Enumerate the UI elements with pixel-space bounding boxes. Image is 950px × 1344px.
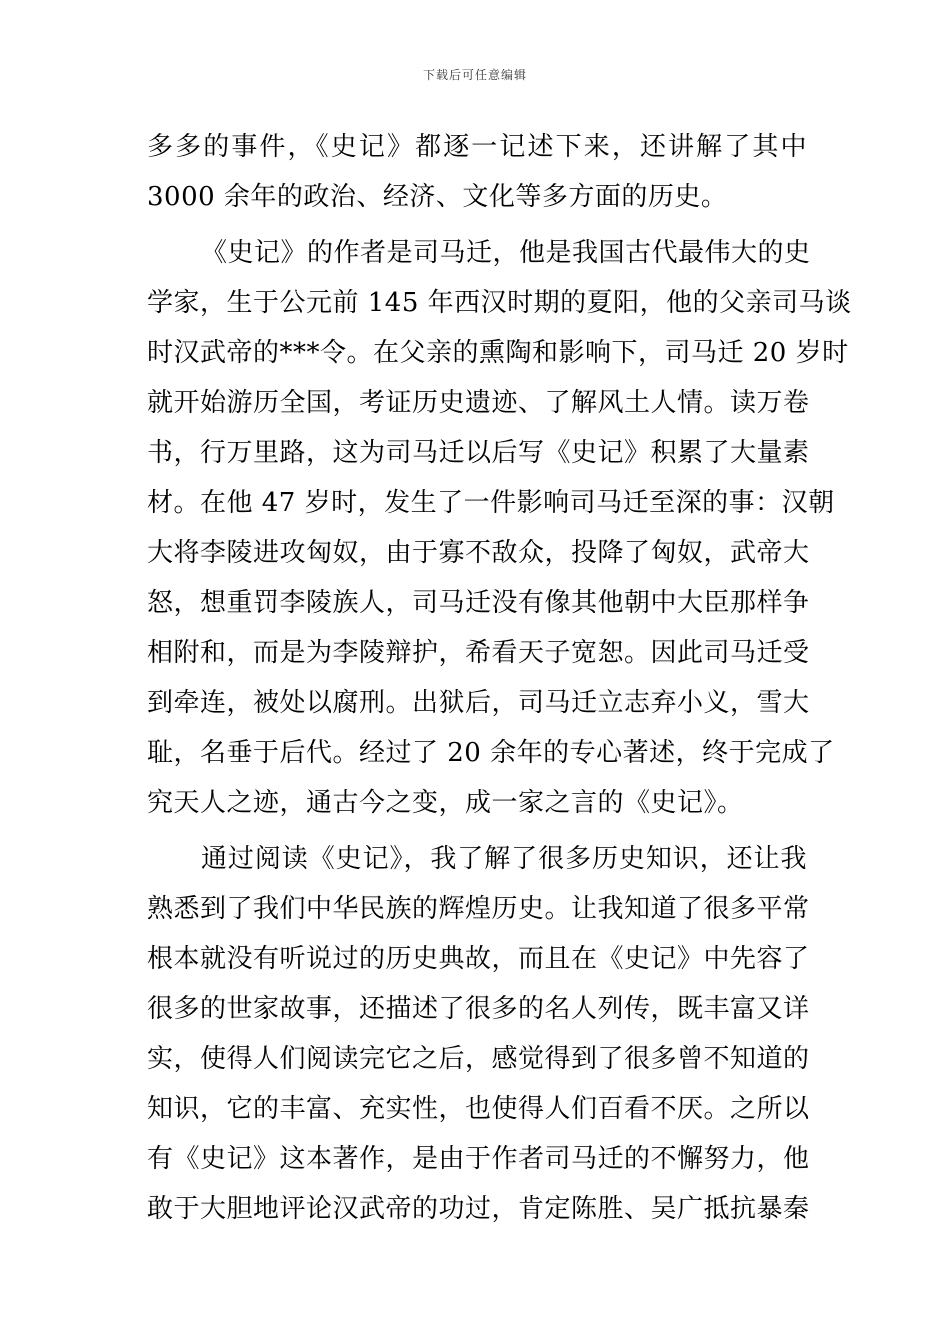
text-line: 相附和，而是为李陵辩护，希看天子宽恕。因此司马迁受 bbox=[147, 638, 810, 668]
text-line: 《史记》的作者是司马迁，他是我国古代最伟大的史 bbox=[201, 238, 811, 268]
text-line: 实，使得人们阅读完它之后，感觉得到了很多曾不知道的 bbox=[147, 1044, 810, 1074]
text-line: 就开始游历全国，考证历史遗迹、了解风土人情。读万卷 bbox=[147, 388, 810, 418]
text-line: 3000 余年的政治、经济、文化等多方面的历史。 bbox=[147, 182, 728, 212]
text-line: 知识，它的丰富、充实性，也使得人们百看不厌。之所以 bbox=[147, 1094, 810, 1124]
text-line: 有《史记》这本著作，是由于作者司马迁的不懈努力，他 bbox=[147, 1144, 810, 1174]
paragraph-1 bbox=[147, 122, 807, 222]
text-line: 熟悉到了我们中华民族的辉煌历史。让我知道了很多平常 bbox=[147, 894, 810, 924]
text-line: 学家，生于公元前 145 年西汉时期的夏阳，他的父亲司马谈 bbox=[147, 288, 852, 318]
text-line: 书，行万里路，这为司马迁以后写《史记》积累了大量素 bbox=[147, 438, 810, 468]
text-line: 很多的世家故事，还描述了很多的名人列传，既丰富又详 bbox=[147, 994, 810, 1024]
text-line: 到牵连，被处以腐刑。出狱后，司马迁立志弃小义，雪大 bbox=[147, 688, 810, 718]
page-header: 下载后可任意编辑 bbox=[422, 68, 527, 82]
text-line: 通过阅读《史记》，我了解了很多历史知识，还让我 bbox=[201, 844, 807, 874]
text-line: 敢于大胆地评论汉武帝的功过，肯定陈胜、吴广抵抗暴秦 bbox=[147, 1194, 810, 1224]
text-line: 怒，想重罚李陵族人，司马迁没有像其他朝中大臣那样争 bbox=[147, 588, 810, 618]
text-line: 耻，名垂于后代。经过了 20 余年的专心著述，终于完成了 bbox=[147, 738, 835, 768]
text-line: 材。在他 47 岁时，发生了一件影响司马迁至深的事：汉朝 bbox=[147, 488, 835, 518]
paragraph-2 bbox=[147, 228, 852, 828]
paragraph-3 bbox=[147, 834, 810, 1234]
text-line: 究天人之迹，通古今之变，成一家之言的《史记》。 bbox=[147, 788, 744, 818]
text-line: 时汉武帝的***令。在父亲的熏陶和影响下，司马迁 20 岁时 bbox=[147, 338, 849, 368]
body-text bbox=[147, 122, 852, 1234]
text-line: 根本就没有听说过的历史典故，而且在《史记》中先容了 bbox=[147, 944, 810, 974]
text-line: 大将李陵进攻匈奴，由于寡不敌众，投降了匈奴，武帝大 bbox=[147, 538, 810, 568]
text-line: 多多的事件，《史记》都逐一记述下来，还讲解了其中 bbox=[147, 132, 807, 162]
